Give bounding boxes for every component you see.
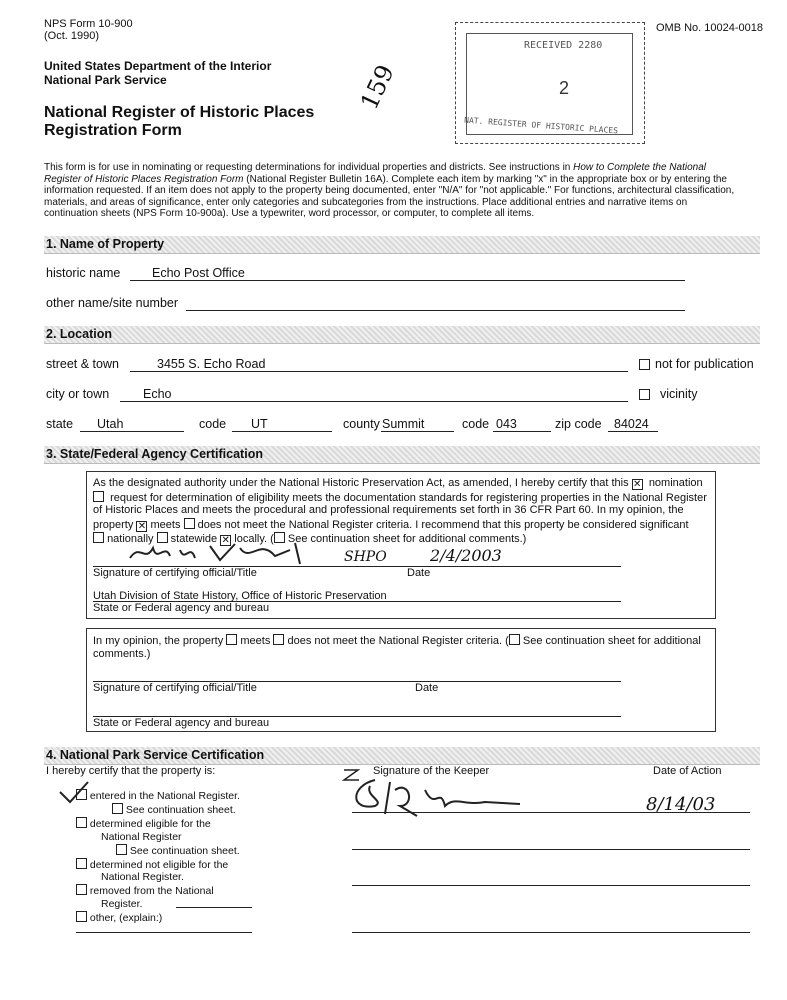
opinion-signature-label: Signature of certifying official/Title [93, 682, 257, 694]
entered-continuation-checkbox[interactable] [112, 803, 123, 814]
keeper-label: Signature of the Keeper [373, 765, 490, 777]
other-opinion-paragraph: In my opinion, the property meets does not meet the National Register criteria. ( See continuation sheet for additional comments.) [93, 635, 701, 660]
street-line [130, 371, 628, 372]
received-stamp [455, 22, 645, 144]
state-line [80, 431, 184, 432]
action-date-handwritten: 8/14/03 [646, 794, 716, 815]
certify-statement: I hereby certify that the property is: [46, 765, 216, 777]
page-title-line-2: Registration Form [44, 122, 182, 139]
not-eligible-checkbox[interactable] [76, 858, 87, 869]
removed-checkbox[interactable] [76, 884, 87, 895]
stamp-number: 2 [559, 78, 570, 98]
certifying-date-handwritten: 2/4/2003 [430, 546, 502, 565]
section-2-header: 2. Location [44, 326, 760, 344]
section-4-header: 4. National Park Service Certification [44, 747, 760, 765]
opinion-does-not-meet-checkbox[interactable] [273, 634, 284, 645]
certifying-title-handwritten: SHPO [344, 549, 387, 565]
does-not-meet-checkbox[interactable] [184, 518, 195, 529]
meets-checkbox[interactable]: ✕ [137, 520, 147, 532]
historic-name-line [130, 280, 685, 281]
form-number: NPS Form 10-900 [44, 18, 133, 30]
zip-label: zip code [555, 417, 602, 431]
county-code-label: code [462, 417, 490, 431]
eligibility-checkbox[interactable] [93, 491, 104, 502]
not-for-publication-checkbox[interactable] [639, 359, 650, 370]
other-explain-line[interactable] [176, 907, 252, 908]
stamp-received-text: RECEIVED 2280 [524, 40, 603, 51]
historic-name-label: historic name [46, 266, 121, 280]
certifying-signature-label: Signature of certifying official/Title [93, 567, 257, 579]
opinion-agency-label: State or Federal agency and bureau [93, 717, 270, 729]
historic-name-field[interactable]: Echo Post Office [152, 266, 245, 280]
street-label: street & town [46, 357, 119, 371]
county-label: county [343, 417, 380, 431]
other-explain-line-2[interactable] [76, 932, 252, 933]
keeper-line-3[interactable] [352, 885, 750, 886]
city-field[interactable]: Echo [143, 387, 172, 401]
certifying-signature [125, 538, 325, 568]
page-title-line-1: National Register of Historic Places [44, 104, 315, 121]
certifying-date-label: Date [407, 567, 431, 579]
agency-label: State or Federal agency and bureau [93, 602, 270, 614]
entered-checkmark [58, 780, 92, 806]
county-code-field[interactable]: 043 [496, 417, 517, 431]
nomination-checkbox[interactable]: ✕ [632, 479, 642, 490]
street-field[interactable]: 3455 S. Echo Road [157, 357, 266, 371]
county-field[interactable]: Summit [382, 417, 425, 431]
city-label: city or town [46, 387, 110, 401]
not-for-publication-label: not for publication [655, 357, 754, 371]
county-line [381, 431, 454, 432]
other-name-label: other name/site number [46, 296, 179, 310]
service-name: National Park Service [44, 73, 167, 87]
eligible-continuation-checkbox[interactable] [116, 844, 127, 855]
vicinity-label: vicinity [660, 387, 698, 401]
opinion-continuation-checkbox[interactable] [509, 634, 520, 645]
keeper-line-2[interactable] [352, 849, 750, 850]
department-name: United States Department of the Interior [44, 59, 272, 73]
other-checkbox[interactable] [76, 911, 87, 922]
nps-options: entered in the National Register. See continuation sheet. determined eligible for the National Register See continuation sheet. determined not eligible for the National Register. removed from the National Register. other, (explain:) [76, 788, 240, 924]
intro-paragraph: This form is for use in nominating or requesting determinations for individual properties and districts. See instructions in How to Complete the National Register of Historic Places Registration Form (National Register Bulletin 16A). Complete each item by marking "x" in the appropriate box or by entering the information requested. If an item does not apply to the property being documented, enter "N/A" for "not applicable." For functions, architectural classification, materials, and areas of significance, enter only categories and subcategories from the instructions. Place additional entries and narrative items on continuation sheets (NPS Form 10-900a). Use a typewriter, word processor, or computer, to complete all items. [44, 162, 735, 220]
state-label: state [46, 417, 74, 431]
county-code-line [493, 431, 551, 432]
section-1-header: 1. Name of Property [44, 236, 760, 254]
keeper-line-4[interactable] [352, 932, 750, 933]
city-line [120, 401, 628, 402]
form-date: (Oct. 1990) [44, 30, 100, 42]
nationally-checkbox[interactable] [93, 532, 104, 543]
keeper-signature [345, 776, 525, 820]
keeper-line-1[interactable] [352, 812, 750, 813]
opinion-meets-checkbox[interactable] [226, 634, 237, 645]
state-field[interactable]: Utah [97, 417, 124, 431]
state-code-field[interactable]: UT [251, 417, 268, 431]
other-name-field[interactable] [186, 310, 685, 311]
zip-field[interactable]: 84024 [614, 417, 649, 431]
section-3-header: 3. State/Federal Agency Certification [44, 446, 760, 464]
opinion-date-label: Date [415, 682, 439, 694]
state-code-label: code [199, 417, 227, 431]
agency-field[interactable]: Utah Division of State History, Office of Historic Preservation [93, 590, 387, 602]
state-code-line [232, 431, 332, 432]
stamp-footer-text: NAT. REGISTER OF HISTORIC PLACES [463, 115, 619, 136]
omb-number: OMB No. 10024-0018 [656, 22, 764, 34]
certification-paragraph: As the designated authority under the National Historic Preservation Act, as amended, I hereby certify that this ✕ nomination request for determination of eligibility meets the documentation standards for registering properties in the National Register of Historic Places and meets the procedural and professional requirements set forth in 36 CFR Part 60. In my opinion, the property ✕ meets does not meet the National Register criteria. I recommend that this property be considered significant nationally statewide ✕ locally. ( See continuation sheet for additional comments.) [93, 477, 707, 547]
zip-line [608, 431, 658, 432]
date-of-action-label: Date of Action [653, 765, 722, 777]
vicinity-checkbox[interactable] [639, 389, 650, 400]
handwritten-number: 159 [355, 60, 400, 114]
locally-checkbox[interactable]: ✕ [221, 535, 230, 547]
eligible-checkbox[interactable] [76, 817, 87, 828]
